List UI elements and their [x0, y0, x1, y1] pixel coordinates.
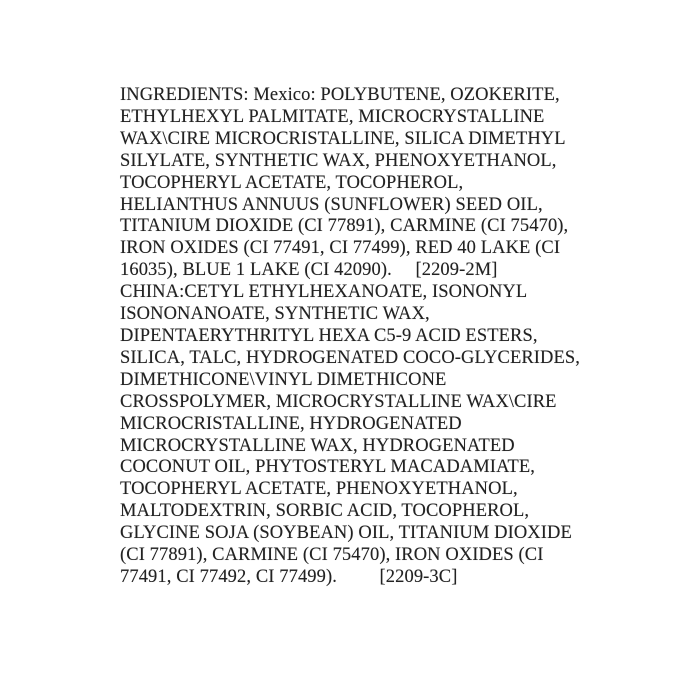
text-line: TITANIUM DIOXIDE (CI 77891), CARMINE (CI 75470),: [120, 216, 569, 237]
text-line: MICROCRISTALLINE, HYDROGENATED: [120, 413, 462, 434]
text-line: DIMETHICONE\VINYL DIMETHICONE: [120, 369, 447, 390]
text-line: DIPENTAERYTHRITYL HEXA C5-9 ACID ESTERS,: [120, 325, 538, 346]
text-line: TOCOPHERYL ACETATE, PHENOXYETHANOL,: [120, 479, 518, 500]
text-line: 16035), BLUE 1 LAKE (CI 42090). [2209-2M]: [120, 260, 498, 281]
text-line: SILYLATE, SYNTHETIC WAX, PHENOXYETHANOL,: [120, 150, 557, 171]
ingredients-text-block: [120, 85, 590, 589]
text-line: MICROCRYSTALLINE WAX, HYDROGENATED: [120, 435, 515, 456]
text-line: SILICA, TALC, HYDROGENATED COCO-GLYCERIDES,: [120, 347, 581, 368]
text-line: 77491, CI 77492, CI 77499). [2209-3C]: [120, 566, 458, 587]
text-line: HELIANTHUS ANNUUS (SUNFLOWER) SEED OIL,: [120, 194, 543, 215]
text-line: TOCOPHERYL ACETATE, TOCOPHEROL,: [120, 172, 464, 193]
text-line: COCONUT OIL, PHYTOSTERYL MACADAMIATE,: [120, 457, 535, 478]
text-line: INGREDIENTS: Mexico: POLYBUTENE, OZOKERITE,: [120, 85, 560, 105]
text-line: GLYCINE SOJA (SOYBEAN) OIL, TITANIUM DIOXIDE: [120, 523, 572, 544]
text-line: WAX\CIRE MICROCRISTALLINE, SILICA DIMETHYL: [120, 128, 566, 149]
text-line: IRON OXIDES (CI 77491, CI 77499), RED 40 LAKE (CI: [120, 238, 561, 259]
text-line: ISONONANOATE, SYNTHETIC WAX,: [120, 304, 430, 325]
text-line: CROSSPOLYMER, MICROCRYSTALLINE WAX\CIRE: [120, 391, 557, 412]
text-line: (CI 77891), CARMINE (CI 75470), IRON OXIDES (CI: [120, 545, 544, 566]
text-line: ETHYLHEXYL PALMITATE, MICROCRYSTALLINE: [120, 106, 545, 127]
text-line: CHINA:CETYL ETHYLHEXANOATE, ISONONYL: [120, 282, 528, 303]
text-line: MALTODEXTRIN, SORBIC ACID, TOCOPHEROL,: [120, 501, 530, 522]
